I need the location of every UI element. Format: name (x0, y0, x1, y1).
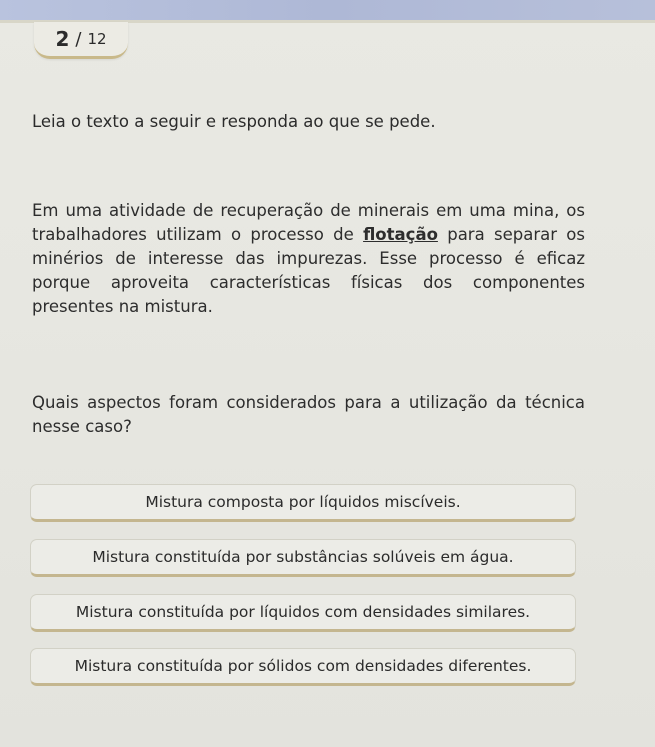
question-counter (34, 22, 128, 59)
counter-separator: / (75, 28, 82, 50)
question-text: Quais aspectos foram considerados para a utilização da técnica nesse caso? (32, 393, 585, 436)
passage-text-before: Em uma atividade de recuperação de minerais em uma mina, os trabalhadores utilizam o processo de (32, 201, 585, 244)
passage-keyword: flotação (363, 225, 438, 244)
total-questions-number: 12 (87, 30, 107, 48)
passage-text (32, 199, 585, 319)
answer-option-1[interactable]: Mistura composta por líquidos miscíveis. (30, 484, 576, 522)
instruction-text: Leia o texto a seguir e responda ao que se pede. (32, 112, 436, 131)
answer-option-3[interactable]: Mistura constituída por líquidos com densidades similares. (30, 594, 576, 632)
answer-option-4[interactable]: Mistura constituída por sólidos com densidades diferentes. (30, 648, 576, 686)
answer-option-2[interactable]: Mistura constituída por substâncias solúveis em água. (30, 539, 576, 577)
passage-text-after: para separar os minérios de interesse das impurezas. Esse processo é eficaz porque aproveita características físicas dos componentes presentes na mistura. (32, 225, 585, 316)
current-question-number: 2 (55, 27, 70, 51)
top-progress-strip (0, 0, 655, 20)
